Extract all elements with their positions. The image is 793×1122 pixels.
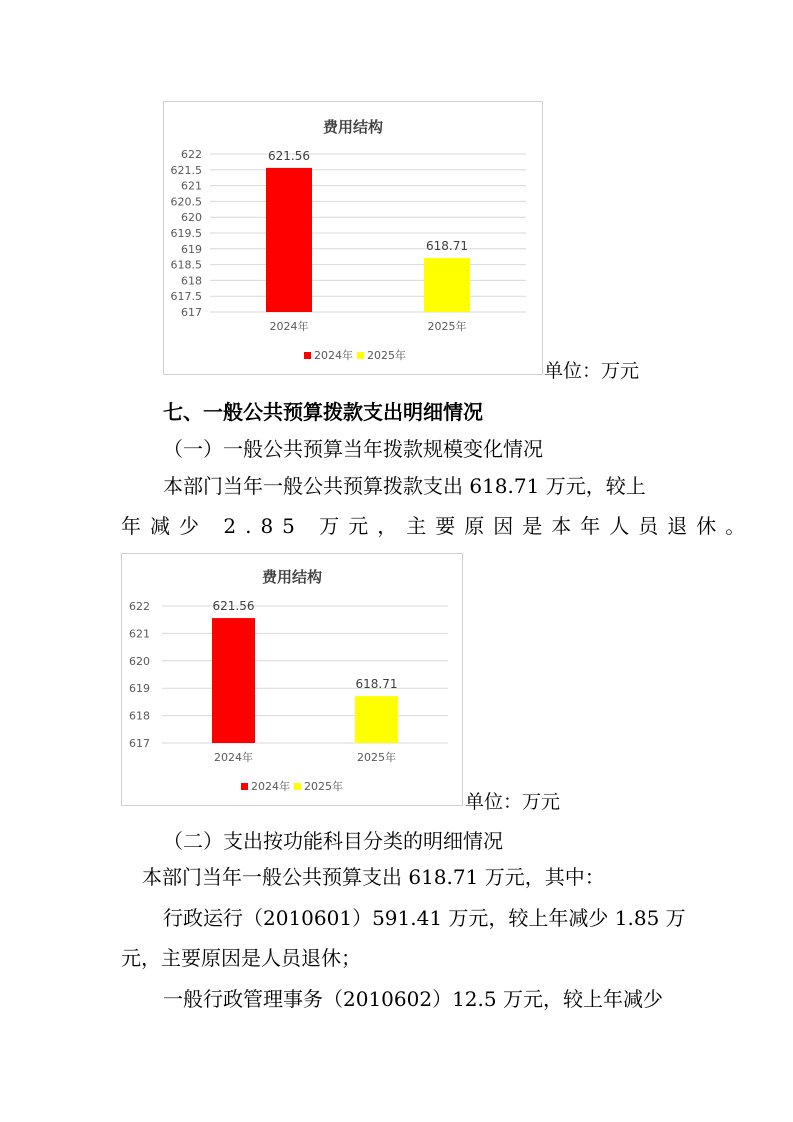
y-tick-label: 619.5 [170, 227, 202, 240]
bar-2024年 [212, 618, 255, 743]
sub1-paragraph-line-1: 本部门当年一般公共预算拨款支出 618.71 万元，较上 [163, 474, 646, 498]
expense-chart-2-svg [122, 554, 462, 805]
legend-label: 2025年 [304, 780, 343, 793]
y-tick-label: 621 [129, 627, 150, 641]
data-label: 621.56 [268, 148, 310, 163]
data-label: 618.71 [355, 677, 398, 692]
y-tick-label: 618.5 [170, 258, 202, 272]
legend-label: 2025年 [367, 349, 406, 362]
bar-2025年 [424, 258, 470, 312]
sub2-paragraph-1: 本部门当年一般公共预算支出 618.71 万元，其中： [142, 865, 605, 889]
y-tick-label: 617.5 [170, 290, 202, 304]
chart-title: 费用结构 [322, 118, 384, 136]
sub1-heading: （一）一般公共预算当年拨款规模变化情况 [163, 437, 543, 461]
legend-swatch [357, 352, 364, 359]
unit-label-2: 单位：万元 [465, 791, 561, 813]
y-tick-label: 620 [129, 654, 150, 668]
x-tick-label: 2025年 [427, 320, 467, 333]
y-tick-label: 621.5 [170, 163, 202, 177]
section-7-heading: 七、一般公共预算拨款支出明细情况 [163, 400, 483, 424]
chart-title: 费用结构 [261, 568, 323, 586]
bar-2025年 [355, 696, 398, 743]
y-tick-label: 620 [181, 211, 202, 225]
x-tick-label: 2024年 [214, 751, 253, 764]
x-tick-label: 2024年 [269, 320, 309, 333]
unit-label-1: 单位：万元 [544, 360, 640, 382]
y-tick-label: 622 [181, 148, 202, 161]
y-tick-label: 619 [181, 242, 202, 256]
y-tick-label: 617 [181, 306, 202, 319]
y-tick-label: 621 [181, 179, 202, 193]
sub2-paragraph-3-line-1: 一般行政管理事务（2010602）12.5 万元，较上年减少 [163, 987, 663, 1011]
y-tick-label: 617 [129, 737, 150, 750]
sub2-paragraph-2-line-1: 行政运行（2010601）591.41 万元，较上年减少 1.85 万 [163, 906, 686, 930]
y-tick-label: 619 [129, 682, 150, 696]
expense-chart-2 [121, 553, 463, 806]
y-tick-label: 618 [181, 274, 202, 288]
sub1-paragraph-line-2: 年减少 2.85 万元，主要原因是本年人员退休。 [121, 514, 755, 538]
data-label: 621.56 [212, 599, 255, 614]
legend-swatch [304, 352, 311, 359]
legend-label: 2024年 [314, 349, 353, 362]
y-tick-label: 618 [129, 709, 150, 723]
y-tick-label: 622 [129, 600, 150, 613]
bar-2024年 [266, 168, 312, 312]
legend-label: 2024年 [251, 780, 290, 793]
data-label: 618.71 [426, 238, 468, 253]
x-tick-label: 2025年 [357, 751, 396, 764]
sub2-paragraph-2-line-2: 元，主要原因是人员退休； [121, 946, 361, 970]
legend-swatch [241, 783, 248, 790]
sub2-heading: （二）支出按功能科目分类的明细情况 [163, 829, 503, 853]
expense-chart-1 [163, 101, 543, 375]
legend-swatch [294, 783, 301, 790]
expense-chart-1-svg [164, 102, 542, 374]
y-tick-label: 620.5 [170, 195, 202, 209]
